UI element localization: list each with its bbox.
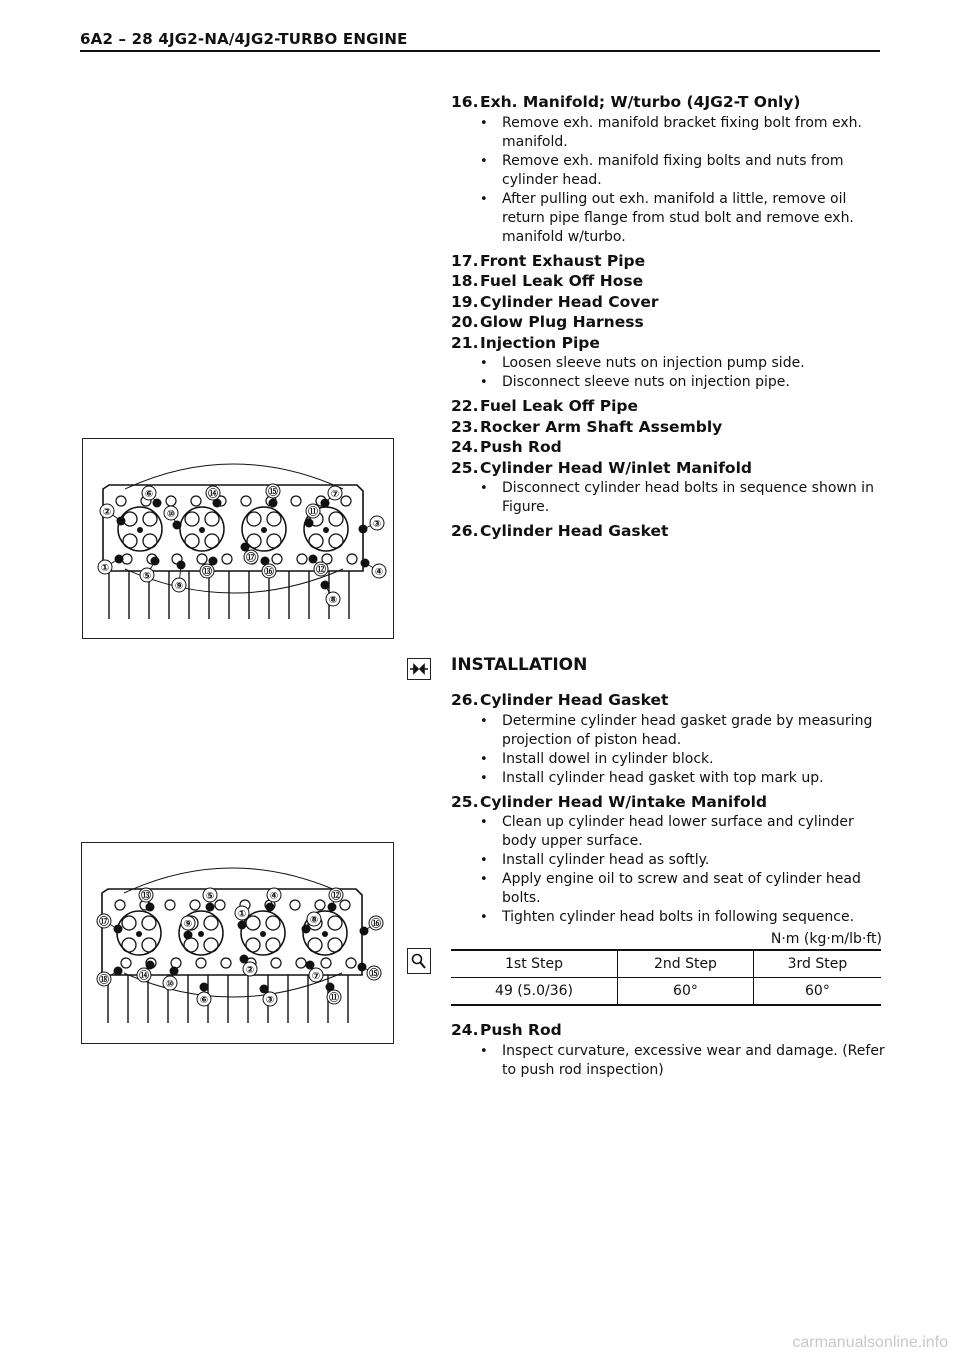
valve-seat	[328, 938, 342, 952]
valve-seat	[123, 534, 137, 548]
valve-seat	[309, 534, 323, 548]
bolt-number: ⑫	[316, 565, 326, 576]
port-hole	[196, 958, 206, 968]
step-number: 24.	[451, 1021, 479, 1039]
cylinder-head-diagram-tighten	[82, 843, 393, 1043]
step-number: 20.	[451, 313, 479, 331]
step-item	[451, 690, 891, 788]
step-heading	[451, 458, 891, 479]
torque-header-row	[451, 950, 881, 978]
bullet-item: • Remove exh. manifold bracket fixing bolt from exh. manifold.	[451, 114, 891, 152]
valve-seat	[143, 534, 157, 548]
bolt-number: ④	[374, 567, 384, 578]
step-title: Exh. Manifold; W/turbo (4JG2-T Only)	[480, 93, 801, 111]
bolt-number: ⑬	[202, 567, 212, 578]
step-heading	[451, 690, 891, 711]
port-hole	[321, 958, 331, 968]
bolt-number: ④	[269, 891, 279, 902]
step-title: Push Rod	[480, 1021, 562, 1039]
bolt-number: ⑬	[141, 891, 151, 902]
step-bullets	[451, 1042, 891, 1080]
bolt-number: ⑩	[166, 509, 176, 520]
bolt-number: ⑥	[144, 489, 154, 500]
bolt-number: ⑦	[330, 489, 340, 500]
port-hole	[222, 554, 232, 564]
step-heading	[451, 333, 891, 354]
bullet-item: • Disconnect sleeve nuts on injection pipe.	[451, 373, 891, 392]
step-number: 26.	[451, 522, 479, 540]
valve-seat	[246, 938, 260, 952]
bolt-number: ⑭	[208, 489, 218, 500]
port-hole	[116, 496, 126, 506]
step-title: Front Exhaust Pipe	[480, 251, 646, 270]
step-number: 25.	[451, 792, 479, 811]
removal-steps	[451, 92, 891, 542]
valve-seat	[142, 938, 156, 952]
injector-hole	[322, 931, 328, 937]
bullet-item: • Install cylinder head as softly.	[451, 851, 891, 870]
step-item	[451, 271, 891, 292]
valve-seat	[142, 916, 156, 930]
step-title: Fuel Leak Off Hose	[480, 272, 644, 290]
step-title: Cylinder Head Gasket	[480, 522, 669, 540]
bolt-number: ②	[102, 507, 112, 518]
port-hole	[121, 958, 131, 968]
port-hole	[271, 958, 281, 968]
port-hole	[347, 554, 357, 564]
torque-table	[451, 949, 881, 1006]
bolt-number: ②	[245, 965, 255, 976]
torque-value-cell: 60°	[618, 978, 754, 1006]
bolt-number: ①	[237, 909, 247, 920]
bolt-number: ⑧	[309, 915, 319, 926]
step-item	[451, 333, 891, 393]
step-title: Cylinder Head W/inlet Manifold	[480, 458, 752, 477]
bolt-number: ⑩	[165, 979, 175, 990]
step-item	[451, 521, 891, 542]
torque-header-cell: 3rd Step	[753, 950, 881, 978]
bolt-number: ⑮	[369, 969, 379, 980]
torque-value-row	[451, 978, 881, 1006]
torque-value-cell: 49 (5.0/36)	[451, 978, 618, 1006]
port-hole	[341, 496, 351, 506]
valve-seat	[329, 512, 343, 526]
step-bullets	[451, 712, 891, 788]
watermark: carmanualsonline.info	[792, 1334, 948, 1351]
valve-seat	[123, 512, 137, 526]
port-hole	[340, 900, 350, 910]
torque-units: N·m (kg·m/lb·ft)	[770, 931, 882, 947]
step-heading	[451, 396, 891, 417]
step-item	[451, 458, 891, 518]
installation-arrows-icon	[407, 658, 431, 680]
step-title: Injection Pipe	[480, 333, 600, 352]
torque-header-cell: 2nd Step	[618, 950, 754, 978]
bolt-number: ⑪	[308, 507, 318, 518]
valve-seat	[308, 938, 322, 952]
step-heading	[451, 312, 891, 333]
valve-seat	[246, 916, 260, 930]
bolt-number: ⑤	[142, 571, 152, 582]
step-item	[451, 312, 891, 333]
bolt-number: ⑪	[329, 993, 339, 1004]
installation-title: INSTALLATION	[451, 655, 588, 675]
header-rule	[80, 50, 880, 52]
bolt-number: ⑤	[205, 891, 215, 902]
arc-line	[125, 569, 343, 593]
port-hole	[315, 900, 325, 910]
port-hole	[296, 958, 306, 968]
bolt-number: ⑯	[371, 919, 381, 930]
step-title: Push Rod	[480, 438, 562, 456]
injector-hole	[261, 527, 267, 533]
valve-seat	[247, 512, 261, 526]
port-hole	[191, 496, 201, 506]
installation-steps	[451, 690, 891, 1084]
bullet-item: • Tighten cylinder head bolts in following sequence.	[451, 908, 891, 927]
step-item	[451, 292, 891, 313]
torque-header-cell: 1st Step	[451, 950, 618, 978]
step-title: Fuel Leak Off Pipe	[480, 397, 639, 415]
valve-seat	[204, 916, 218, 930]
port-hole	[165, 900, 175, 910]
step-number: 22.	[451, 397, 479, 415]
injector-hole	[137, 527, 143, 533]
bolt-number: ①	[100, 563, 110, 574]
injector-hole	[323, 527, 329, 533]
step-heading	[451, 417, 891, 438]
bolt-number: ⑧	[328, 595, 338, 606]
step-item	[451, 1020, 891, 1080]
port-hole	[190, 900, 200, 910]
valve-seat	[205, 534, 219, 548]
bullet-item: • Install dowel in cylinder block.	[451, 750, 891, 769]
step-bullets	[451, 354, 891, 392]
valve-seat	[267, 512, 281, 526]
valve-seat	[267, 534, 281, 548]
bolt-number: ③	[372, 519, 382, 530]
injector-hole	[199, 527, 205, 533]
bullet-item: • Apply engine oil to screw and seat of cylinder head bolts.	[451, 870, 891, 908]
bullet-item: • Determine cylinder head gasket grade by measuring projection of piston head.	[451, 712, 891, 750]
valve-seat	[204, 938, 218, 952]
step-heading	[451, 437, 891, 458]
step-bullets	[451, 114, 891, 247]
bolt-number: ⑭	[139, 971, 149, 982]
injector-hole	[198, 931, 204, 937]
port-hole	[197, 554, 207, 564]
bullet-item: • After pulling out exh. manifold a little, remove oil return pipe flange from stud bolt and remove exh. manifold w/turbo.	[451, 190, 891, 247]
bolt-number: ⑨	[183, 919, 193, 930]
step-number: 17.	[451, 251, 479, 270]
bullet-item: • Loosen sleeve nuts on injection pump side.	[451, 354, 891, 373]
torque-value-cell: 60°	[753, 978, 881, 1006]
valve-seat	[185, 534, 199, 548]
port-hole	[272, 554, 282, 564]
port-hole	[291, 496, 301, 506]
bolt-number: ⑰	[246, 553, 256, 564]
step-number: 18.	[451, 272, 479, 290]
port-hole	[297, 554, 307, 564]
step-number: 23.	[451, 417, 479, 436]
step-heading	[451, 792, 891, 813]
valve-seat	[185, 512, 199, 526]
valve-seat	[184, 938, 198, 952]
step-title: Cylinder Head Gasket	[480, 691, 669, 709]
step-heading	[451, 1020, 891, 1041]
port-hole	[241, 496, 251, 506]
bolt-number: ⑮	[268, 487, 278, 498]
step-item	[451, 417, 891, 438]
step-bullets	[451, 479, 891, 517]
step-number: 19.	[451, 292, 479, 311]
step-title: Glow Plug Harness	[480, 313, 644, 331]
step-heading	[451, 271, 891, 292]
valve-seat	[122, 938, 136, 952]
port-hole	[290, 900, 300, 910]
step-heading	[451, 521, 891, 542]
bolt-number: ⑯	[264, 567, 274, 578]
bolt-number: ⑱	[99, 975, 109, 986]
bolt-number: ⑥	[199, 995, 209, 1006]
bullet-item: • Install cylinder head gasket with top mark up.	[451, 769, 891, 788]
bolt-number: ⑰	[99, 917, 109, 928]
bullet-item: • Disconnect cylinder head bolts in sequence shown in Figure.	[451, 479, 891, 517]
step-number: 16.	[451, 93, 479, 111]
step-item	[451, 437, 891, 458]
step-title: Rocker Arm Shaft Assembly	[480, 417, 723, 436]
bolt-number: ⑦	[311, 971, 321, 982]
cylinder-head-diagram-removal	[83, 439, 393, 638]
bullet-item: • Remove exh. manifold fixing bolts and nuts from cylinder head.	[451, 152, 891, 190]
step-number: 25.	[451, 458, 479, 477]
step-item	[451, 92, 891, 247]
step-bullets	[451, 813, 891, 927]
step-heading	[451, 292, 891, 313]
bolt-number: ⑨	[174, 581, 184, 592]
figure-head-bolt-removal-sequence	[82, 438, 394, 639]
step-heading	[451, 92, 891, 113]
valve-seat	[266, 938, 280, 952]
step-number: 24.	[451, 438, 479, 456]
port-hole	[115, 900, 125, 910]
valve-seat	[329, 534, 343, 548]
step-item	[451, 251, 891, 272]
bolt-number: ③	[265, 995, 275, 1006]
injector-hole	[136, 931, 142, 937]
port-hole	[346, 958, 356, 968]
bolt-number: ⑫	[331, 891, 341, 902]
valve-seat	[266, 916, 280, 930]
step-item	[451, 792, 891, 928]
port-hole	[215, 900, 225, 910]
valve-seat	[122, 916, 136, 930]
step-heading	[451, 251, 891, 272]
injector-hole	[260, 931, 266, 937]
inspect-magnifier-icon	[407, 948, 431, 974]
port-hole	[221, 958, 231, 968]
step-number: 21.	[451, 333, 479, 352]
step-number: 26.	[451, 691, 479, 709]
bullet-item: • Inspect curvature, excessive wear and damage. (Refer to push rod inspection)	[451, 1042, 891, 1080]
step-title: Cylinder Head W/intake Manifold	[480, 792, 768, 811]
valve-seat	[328, 916, 342, 930]
port-hole	[171, 958, 181, 968]
step-item	[451, 396, 891, 417]
step-title: Cylinder Head Cover	[480, 292, 659, 311]
bullet-item: • Clean up cylinder head lower surface and cylinder body upper surface.	[451, 813, 891, 851]
port-hole	[166, 496, 176, 506]
valve-seat	[205, 512, 219, 526]
page-header: 6A2 – 28 4JG2-NA/4JG2-TURBO ENGINE	[80, 30, 408, 48]
valve-seat	[143, 512, 157, 526]
figure-head-bolt-tighten-sequence	[81, 842, 394, 1044]
